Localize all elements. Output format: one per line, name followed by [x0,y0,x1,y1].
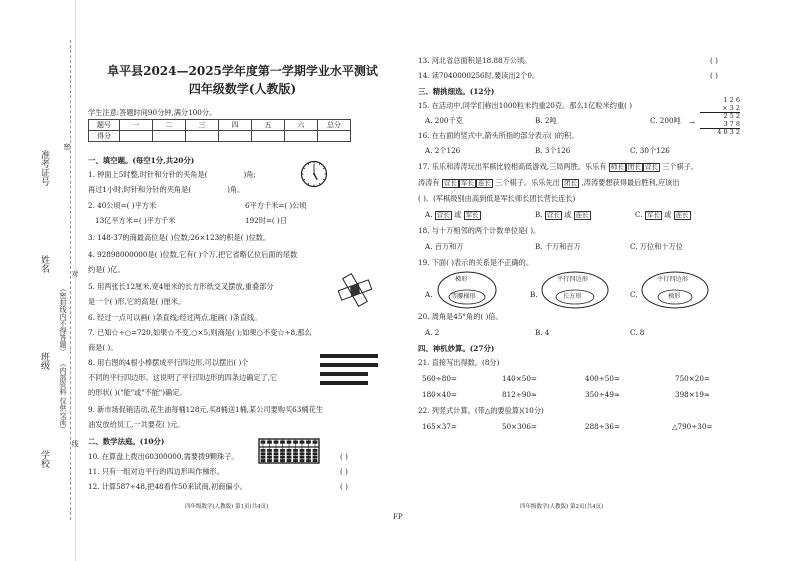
question-5b: 是一个( )形,它的高是( )厘米。 [88,297,186,306]
abacus-bead [267,459,272,462]
answer-paren-10[interactable]: ( ) [340,452,348,461]
abacus-bead [287,441,292,444]
abacus-bead [267,449,272,452]
abacus-bead [261,452,266,455]
question-6: 6. 经过一点可以画( )条直线;经过两点,能画( )条直线。 [88,313,262,322]
question-1b [88,185,244,194]
option-or: 或 [664,210,672,219]
score-cell: 总分 [318,120,351,131]
abacus-bead [280,452,285,455]
score-cell: 二 [153,120,186,131]
score-cell[interactable] [153,131,186,142]
question-19: 19. 下面( )表示的关系是不正确的。 [418,258,534,267]
abacus-bead [306,449,311,452]
abacus-bead [293,456,298,459]
abacus-bead [306,452,311,455]
abacus-figure [258,438,320,464]
footer-center: FP [393,513,403,521]
question-8a: 8. 用右图的4根小棒摆成平行四边形,可以摆出( )个 [88,358,249,367]
answer-paren-12[interactable]: ( ) [340,482,348,491]
abacus-bead [300,449,305,452]
question-5a: 5. 用两张长12厘米,宽4厘米的长方形纸交叉摆放,重叠部分 [88,282,274,291]
abacus-bead [293,441,298,444]
calc-item: 288÷36= [585,422,620,431]
abacus-bead [306,441,311,444]
q18-option-b[interactable]: B. 千万和百万 [535,242,581,251]
internal-notice: （内部资料 仅供交流） [59,360,67,433]
abacus-bead [280,449,285,452]
q20-option-c[interactable]: C. 8 [630,328,645,337]
option-letter: C. [635,210,643,219]
question-7a: 7. 已知☆÷○=720,如果☆不变,○×5,则商是( );如果○不变☆÷8,那么 [88,328,312,337]
abacus-bead [274,459,279,462]
section4-heading: 四、神机妙算。(27分) [418,344,495,353]
question-17c: ( )。(军棋级别由高到低是军长师长团长营长连长) [418,194,576,203]
score-cell[interactable] [285,131,318,142]
q15-option-b[interactable]: B. 2吨 [535,116,557,125]
q19c-outer-label: 平行四边形 [657,276,688,283]
score-cell[interactable] [252,131,285,142]
question-9a: 9. 新市场促销活动,花生油每桶128元,买8桶送1桶,某公司要购买63桶花生 [88,405,323,414]
abacus-bead [293,449,298,452]
abacus-bead [261,459,266,462]
chess-chip: 营长 [436,211,450,219]
instructions: 学生注意:答题时间90分钟,满分100分。 [88,108,217,117]
abacus-bead [313,459,318,462]
score-cell: 一 [120,120,153,131]
question-21: 21. 直接写出得数。(8分) [418,358,500,367]
abacus-bead [274,449,279,452]
seal-line [70,40,71,520]
question-14: 14. 读7040000256时,要读出2个0。 [418,71,540,80]
abacus-bead [274,456,279,459]
abacus-bead [306,456,311,459]
question-18: 18. 与十万相邻的两个计数单位是( )。 [418,226,541,235]
crossed-rectangles-figure [335,270,375,310]
q20-option-a[interactable]: A. 2 [425,328,440,337]
question-20: 20. 周角是45°角的( )倍。 [418,312,503,321]
chess-chip: 军长 [646,211,660,219]
abacus-bead [287,459,292,462]
abacus-bead [313,449,318,452]
chess-chip: 团长 [627,163,641,171]
q19c-inner-label: 梯形 [668,293,681,300]
abacus-bead [313,456,318,459]
q17b-text: 三个棋子, [662,162,694,171]
q1d-text: )角。 [227,185,245,194]
question-17a [418,162,693,172]
question-2a: 2. 40公顷=( )平方米 [88,201,157,210]
q19a-outer-label: 梯形 [455,276,468,283]
chess-chip: 连长 [575,211,589,219]
seal-char-dui: 对 [71,270,79,277]
answer-paren-14[interactable]: ( ) [710,71,718,80]
score-cell: 三 [186,120,219,131]
seal-sidebar [0,0,79,561]
score-table-score-row [89,131,351,142]
vertical-row: × 3 2 [700,105,740,114]
abacus-bead [300,459,305,462]
oral-item: 140×50= [502,374,537,383]
q17c-text: 涛涛有 [418,178,440,187]
abacus-bead [287,452,292,455]
question-17b [418,178,679,188]
question-8c: 的形状( )("能"或"不能")确定。 [88,388,187,397]
q17a-text: 17. 乐乐和涛涛玩出军棋比较相高低游戏,三局两胜。乐乐有 [418,162,607,171]
chess-chip: 军长 [460,179,474,187]
chess-chip: 营长 [443,179,457,187]
q17-option-a[interactable] [425,210,481,220]
question-9b: 油发放给员工,一共要花( )元。 [88,420,185,429]
option-or: 或 [564,210,572,219]
score-cell: 题号 [89,120,120,131]
question-10: 10. 在算盘上拨出60300000,需要拨9颗珠子。 [88,452,239,461]
vertical-row: 2 5 2 [723,112,740,121]
q20-option-b[interactable]: B. 4 [535,328,550,337]
vertical-multiplication [700,97,740,137]
score-table [88,119,351,142]
section3-heading: 三、精挑细选。(12分) [418,87,495,96]
chess-chip: 连长 [477,179,491,187]
abacus-bead [300,456,305,459]
question-2b: 6平方千米=( )公顷 [245,201,307,210]
question-22: 22. 列竖式计算。(带△的要验算)(10分) [418,406,544,415]
abacus-bead [267,441,272,444]
question-4b: 约是( )亿。 [88,265,125,274]
abacus-bead [261,449,266,452]
oral-item: 560÷80= [422,374,457,383]
answer-paren-13[interactable]: ( ) [710,56,718,65]
abacus-bead [300,441,305,444]
seal-notice: （密封线内不得答题） [59,285,67,355]
score-cell[interactable] [219,131,252,142]
question-8b: 不同的平行四边形。这说明了平行四边形的四条边确定了,它 [88,373,278,382]
chess-chip: 师长 [610,163,624,171]
q19b-inner-label: 长方形 [563,293,582,300]
abacus-bead [287,449,292,452]
abacus-bead [313,441,318,444]
q16-option-b[interactable]: B. 3个126 [535,146,571,155]
abacus-bead [293,452,298,455]
chess-chip: 团长 [564,179,578,187]
oral-item: 812÷90≈ [502,390,537,399]
option-letter: B. [535,210,543,219]
oral-item: 180×40= [422,390,457,399]
question-16: 16. 在右面的竖式中,箭头所指的部分表示( )的积。 [418,131,579,140]
section2-heading: 二、数学法庭。(10分) [88,437,165,446]
chess-chip: 营长 [546,211,560,219]
q19-option-a[interactable]: A. [425,290,433,299]
section1-heading: 一、填空题。(每空1分,共20分) [88,156,195,165]
abacus-bead [274,452,279,455]
q18-option-a[interactable]: A. 百万和万 [425,242,464,251]
option-or: 或 [454,210,462,219]
question-4a: 4. 92898000000是( )位数,它有( )个万,把它省略亿位后面的尾数 [88,250,298,259]
abacus-bead [267,452,272,455]
abacus-bead [287,456,292,459]
q1b-text: )角; [243,170,256,179]
q15-option-a[interactable]: A. 200千克 [425,116,463,125]
footer-right: 四年级数学(人教版) 第2页(共4页) [520,504,604,510]
clock-icon [300,160,328,188]
school-label: 学校 [39,450,49,468]
oral-item: 750×20= [675,374,710,383]
q19-option-c[interactable]: C. [630,290,638,299]
score-cell: 五 [252,120,285,131]
calc-item: △790÷30= [672,422,713,431]
question-2d: 192时=( )日 [245,216,288,225]
score-cell: 六 [285,120,318,131]
question-2c: 13亿平方米=( )平方千米 [95,216,176,225]
abacus-bead [306,459,311,462]
score-cell[interactable] [120,131,153,142]
abacus-bead [280,456,285,459]
oral-item: 400÷50= [585,374,620,383]
vertical-row: 3 7 8 [700,121,740,130]
q17-option-b[interactable] [535,210,591,220]
abacus-bead [313,452,318,455]
chess-chip: 连长 [675,211,689,219]
q17d-text: 三个棋子。乐乐先出 [495,178,560,187]
option-letter: A. [425,210,433,219]
abacus-bead [261,441,266,444]
abacus-bead [280,459,285,462]
question-15: 15. 在活动中,同学们称出1000粒米约重20克。那么1亿粒米约重( ) [418,101,633,110]
abacus-bead [274,441,279,444]
question-11: 11. 只有一组对边平行的四边形叫作梯形。 [88,467,224,476]
chess-chip: 军长 [465,211,479,219]
name-label: 姓名 [39,255,49,273]
answer-paren-11[interactable]: ( ) [340,467,348,476]
seal-char-xian: 线 [71,440,79,447]
q1a-text: 1. 钟面上5时整,时针和分针的夹角是( [88,170,208,179]
question-1a [88,170,256,179]
sticks-figure [318,352,380,388]
question-3: 3. 148-37的商最高位是( )位数;26×123的积是( )位数。 [88,233,271,242]
question-12: 12. 计算587÷48,把48看作50来试商,初商偏小。 [88,482,247,491]
arrow-icon: → [689,119,695,127]
vertical-row: 4 0 3 2 [717,128,740,137]
question-13: 13. 河北省总面积是18.88万公顷。 [418,56,532,65]
score-cell[interactable] [318,131,351,142]
calc-item: 165×37= [422,422,457,431]
abacus-bead [300,452,305,455]
oral-item: 398×19≈ [675,390,710,399]
exam-number-label: 准考证号 [39,150,49,186]
exam-subtitle: 四年级数学(人教版) [188,82,297,96]
oral-item: 350÷49≈ [585,390,620,399]
exam-title: 阜平县2024—2025学年度第一学期学业水平测试 [107,64,378,78]
q19a-inner-label: 等腰梯形 [451,293,476,300]
q17e-text: ,涛涛要想获得最后胜利,应该出 [581,178,680,187]
score-table-header-row [89,120,351,131]
abacus-bead [267,456,272,459]
calc-item: 50×306= [502,422,537,431]
q17-option-c[interactable] [635,210,691,220]
abacus-bead [280,441,285,444]
q18-option-c[interactable]: C. 万位和十万位 [630,242,683,251]
score-cell: 得分 [89,131,120,142]
seal-char-mi: 密 [63,143,71,150]
q19-option-b[interactable]: B. [530,290,538,299]
chess-chip: 营长 [644,163,658,171]
q16-option-a[interactable]: A. 2个126 [425,146,461,155]
q1c-text: 再过1小时,时针和分针的夹角是( [88,185,192,194]
footer-left: 四年级数学(人教版) 第1页(共4页) [185,504,269,510]
q16-option-c[interactable]: C. 30个126 [630,146,670,155]
class-label: 班级 [39,352,49,370]
vertical-row: 1 2 6 [723,96,740,104]
abacus-bead [261,456,266,459]
abacus-bead [293,459,298,462]
score-cell[interactable] [186,131,219,142]
score-cell: 四 [219,120,252,131]
q15-option-c[interactable]: C. 200吨 [650,116,681,125]
question-7b: 商是( )。 [88,343,118,352]
q19b-outer-label: 平行四边形 [557,276,588,283]
